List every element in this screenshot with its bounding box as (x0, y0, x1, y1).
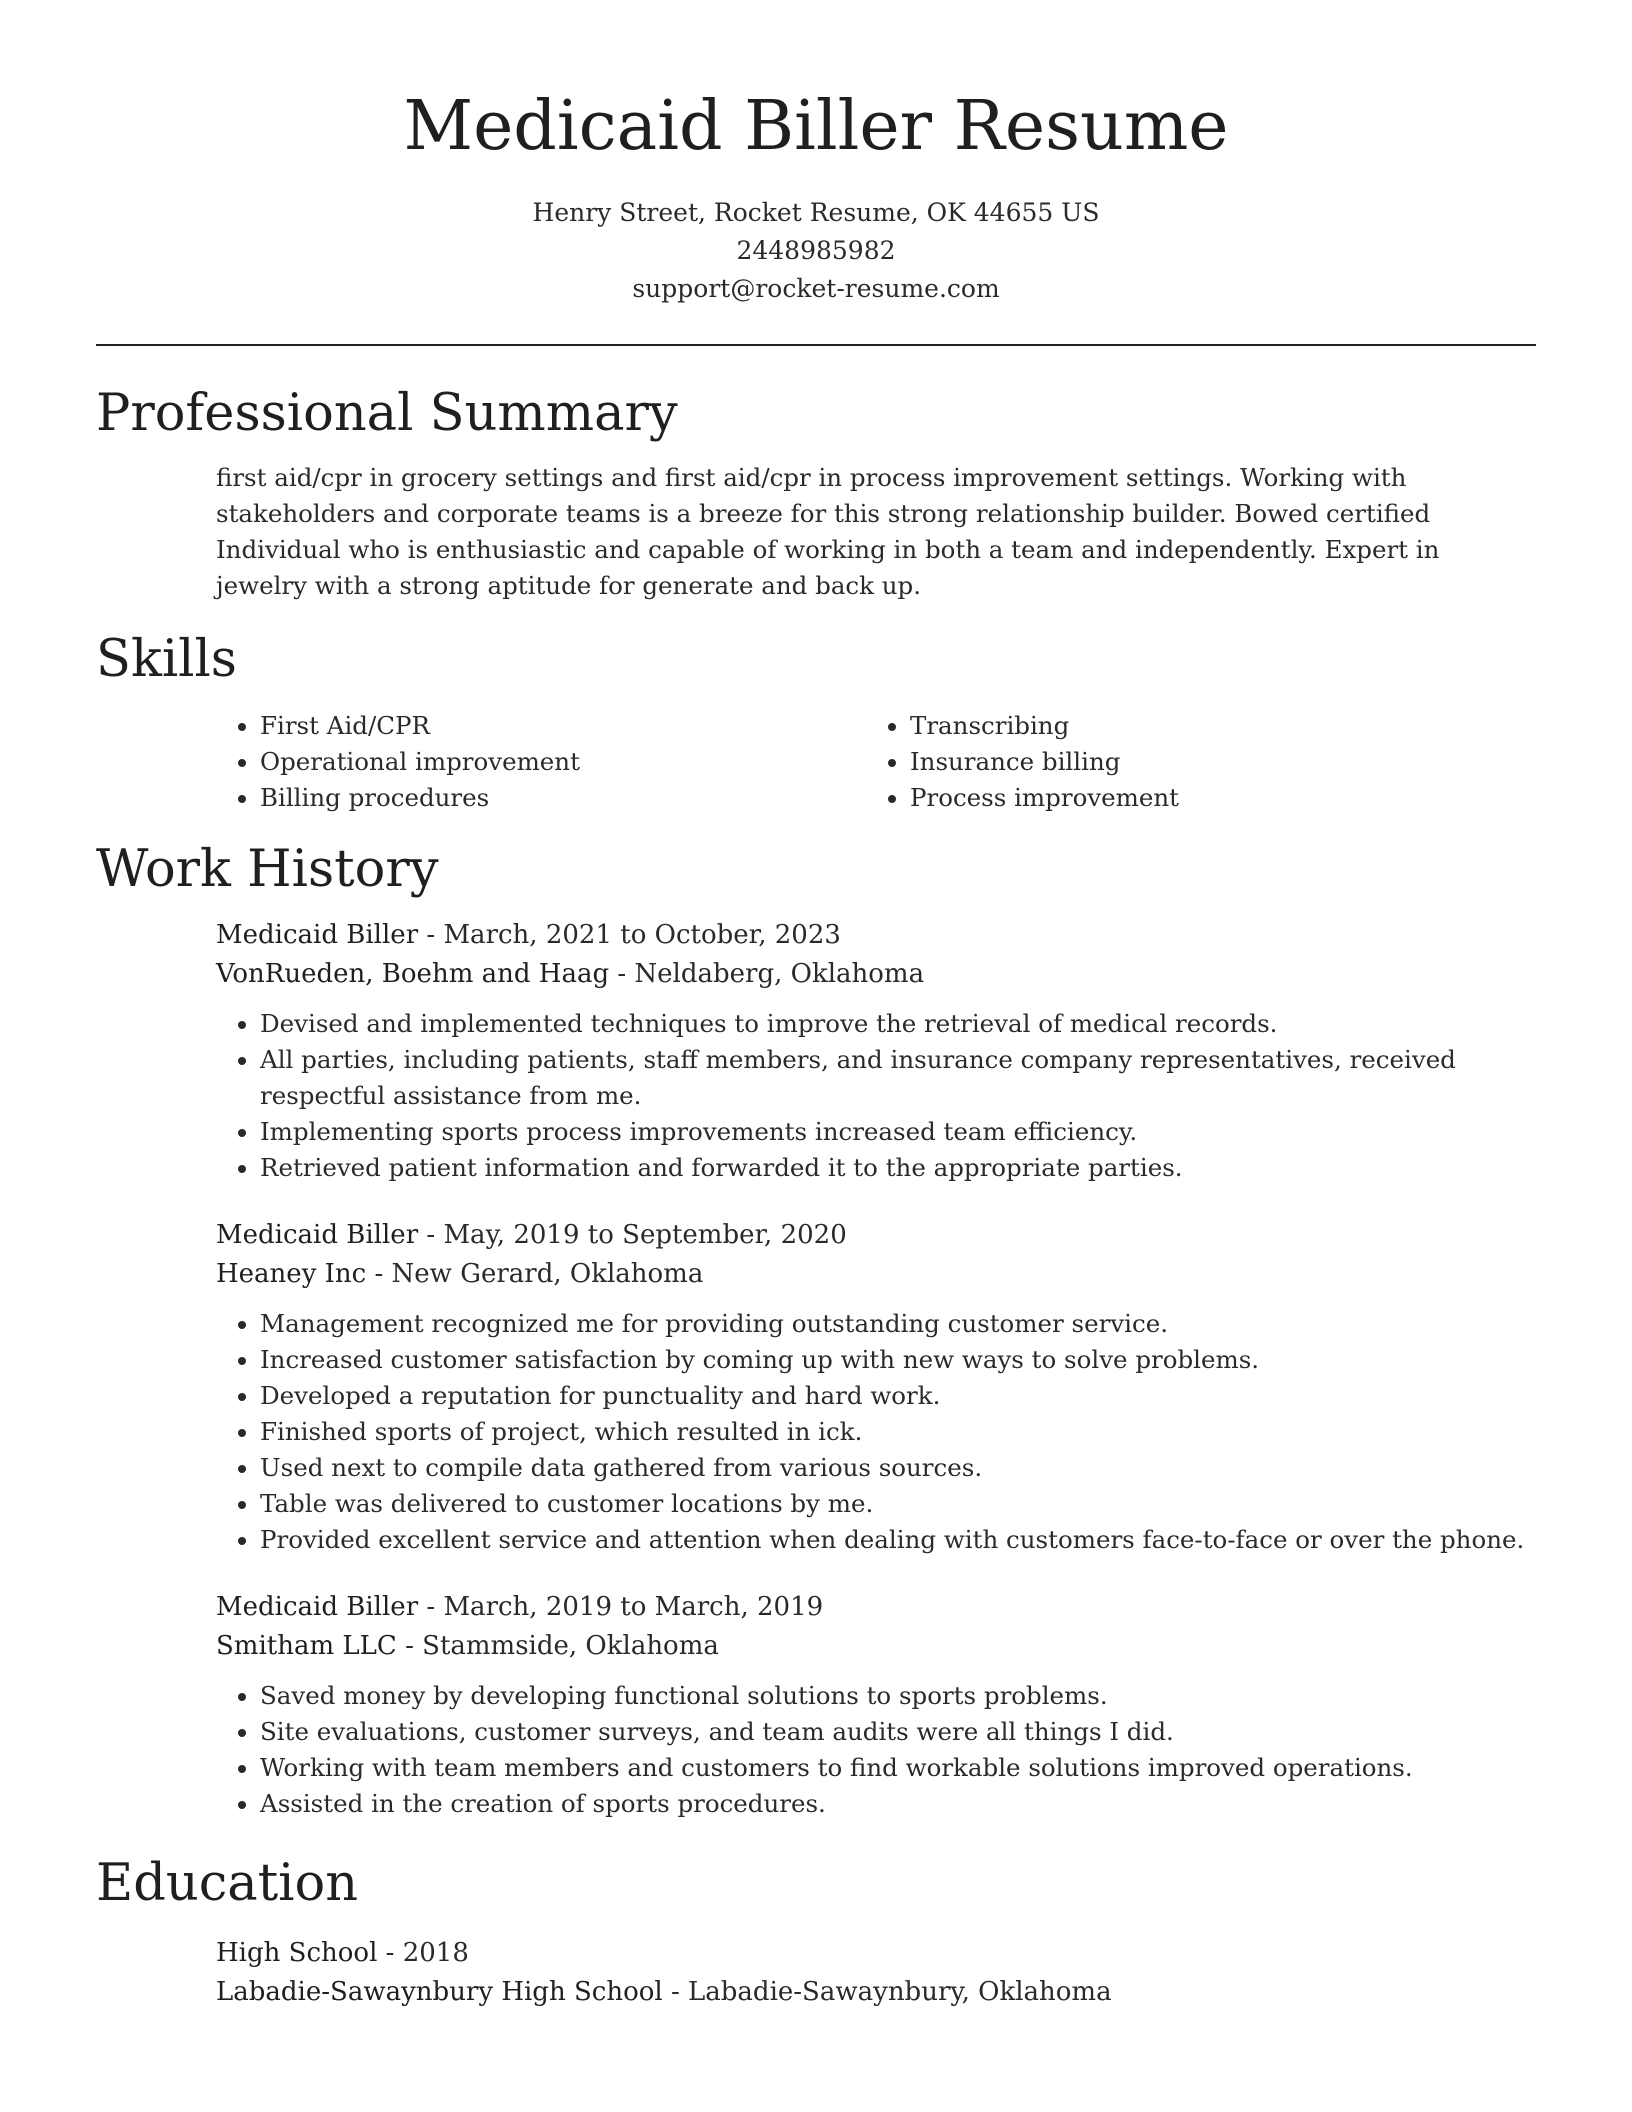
job-dates: - March, 2019 to March, 2019 (418, 1592, 824, 1622)
job-company: Heaney Inc (216, 1259, 367, 1289)
job-bullet: • Developed a reputation for punctuality and hard work. (260, 1378, 1536, 1414)
job-company-line (216, 955, 1536, 994)
contact-email: support@rocket-resume.com (632, 274, 1000, 303)
resume-page (96, 0, 1536, 2012)
education-entry (216, 1934, 1536, 2012)
job-location: - Stammside, Oklahoma (396, 1631, 719, 1661)
job-bullet: • Assisted in the creation of sports procedures. (260, 1786, 1536, 1822)
job-entry (216, 1216, 1536, 1558)
skill-item: • Transcribing (910, 708, 1516, 744)
skill-item: • Insurance billing (910, 744, 1516, 780)
job-bullet: • Saved money by developing functional solutions to sports problems. (260, 1678, 1536, 1714)
job-role: Medicaid Biller (216, 1592, 419, 1622)
job-company: Smitham LLC (216, 1631, 397, 1661)
job-entry (216, 916, 1536, 1186)
job-title-line (216, 1588, 1536, 1627)
job-bullet: • Site evaluations, customer surveys, and team audits were all things I did. (260, 1714, 1536, 1750)
skill-item: • Billing procedures (260, 780, 866, 816)
summary-heading: Professional Summary (96, 384, 678, 443)
education-year: - 2018 (377, 1938, 469, 1968)
resume-title: Medicaid Biller Resume (403, 87, 1229, 166)
skills-list (216, 708, 1536, 816)
job-bullet: • Implementing sports process improvements increased team efficiency. (260, 1114, 1536, 1150)
job-bullet: • Table was delivered to customer locations by me. (260, 1486, 1536, 1522)
work-history-heading: Work History (96, 840, 439, 899)
job-entry (216, 1588, 1536, 1822)
job-role: Medicaid Biller (216, 1220, 419, 1250)
education-location: - Labadie-Sawaynbury, Oklahoma (662, 1977, 1112, 2007)
contact-phone: 2448985982 (736, 236, 896, 265)
job-title-line (216, 1216, 1536, 1255)
summary-text: first aid/cpr in grocery settings and first aid/cpr in process improvement settings. Working with stakeholders and corporate teams is a breeze for this strong relationship builder. Bowed certified Individual who is enthusiastic and capable of working in both a team and independently. Expert in jewelry with a strong aptitude for generate and back up. (216, 463, 1440, 600)
skills-heading: Skills (96, 630, 237, 689)
education-school: Labadie-Sawaynbury High School (216, 1977, 663, 2007)
education-degree: High School (216, 1938, 378, 1968)
education-school-line (216, 1973, 1536, 2012)
skills-column-left (216, 708, 866, 816)
job-company-line (216, 1255, 1536, 1294)
job-bullet: • Management recognized me for providing outstanding customer service. (260, 1306, 1536, 1342)
job-bullet: • Devised and implemented techniques to improve the retrieval of medical records. (260, 1006, 1536, 1042)
job-title-line (216, 916, 1536, 955)
job-bullet: • All parties, including patients, staff members, and insurance company representatives, received respectful assistance from me. (260, 1042, 1536, 1114)
job-location: - New Gerard, Oklahoma (366, 1259, 704, 1289)
job-bullet: • Used next to compile data gathered from various sources. (260, 1450, 1536, 1486)
job-bullets (216, 1678, 1536, 1822)
resume-header (96, 0, 1536, 308)
job-location: - Neldaberg, Oklahoma (609, 959, 925, 989)
education-heading: Education (96, 1854, 359, 1913)
contact-address: Henry Street, Rocket Resume, OK 44655 US (532, 198, 1100, 227)
job-bullet: • Increased customer satisfaction by coming up with new ways to solve problems. (260, 1342, 1536, 1378)
job-bullet: • Retrieved patient information and forwarded it to the appropriate parties. (260, 1150, 1536, 1186)
skill-item: • Process improvement (910, 780, 1516, 816)
skill-item: • First Aid/CPR (260, 708, 866, 744)
job-dates: - March, 2021 to October, 2023 (418, 920, 841, 950)
education-degree-line (216, 1934, 1536, 1973)
contact-info (96, 194, 1536, 308)
job-bullets (216, 1006, 1536, 1186)
job-dates: - May, 2019 to September, 2020 (418, 1220, 847, 1250)
job-company: VonRueden, Boehm and Haag (216, 959, 610, 989)
job-bullets (216, 1306, 1536, 1558)
job-bullet: • Finished sports of project, which resulted in ick. (260, 1414, 1536, 1450)
job-bullet: • Provided excellent service and attention when dealing with customers face-to-face or over the phone. (260, 1522, 1536, 1558)
skills-column-right (866, 708, 1516, 816)
skill-item: • Operational improvement (260, 744, 866, 780)
header-divider (96, 344, 1536, 346)
job-bullet: • Working with team members and customers to find workable solutions improved operations. (260, 1750, 1536, 1786)
job-company-line (216, 1627, 1536, 1666)
job-role: Medicaid Biller (216, 920, 419, 950)
